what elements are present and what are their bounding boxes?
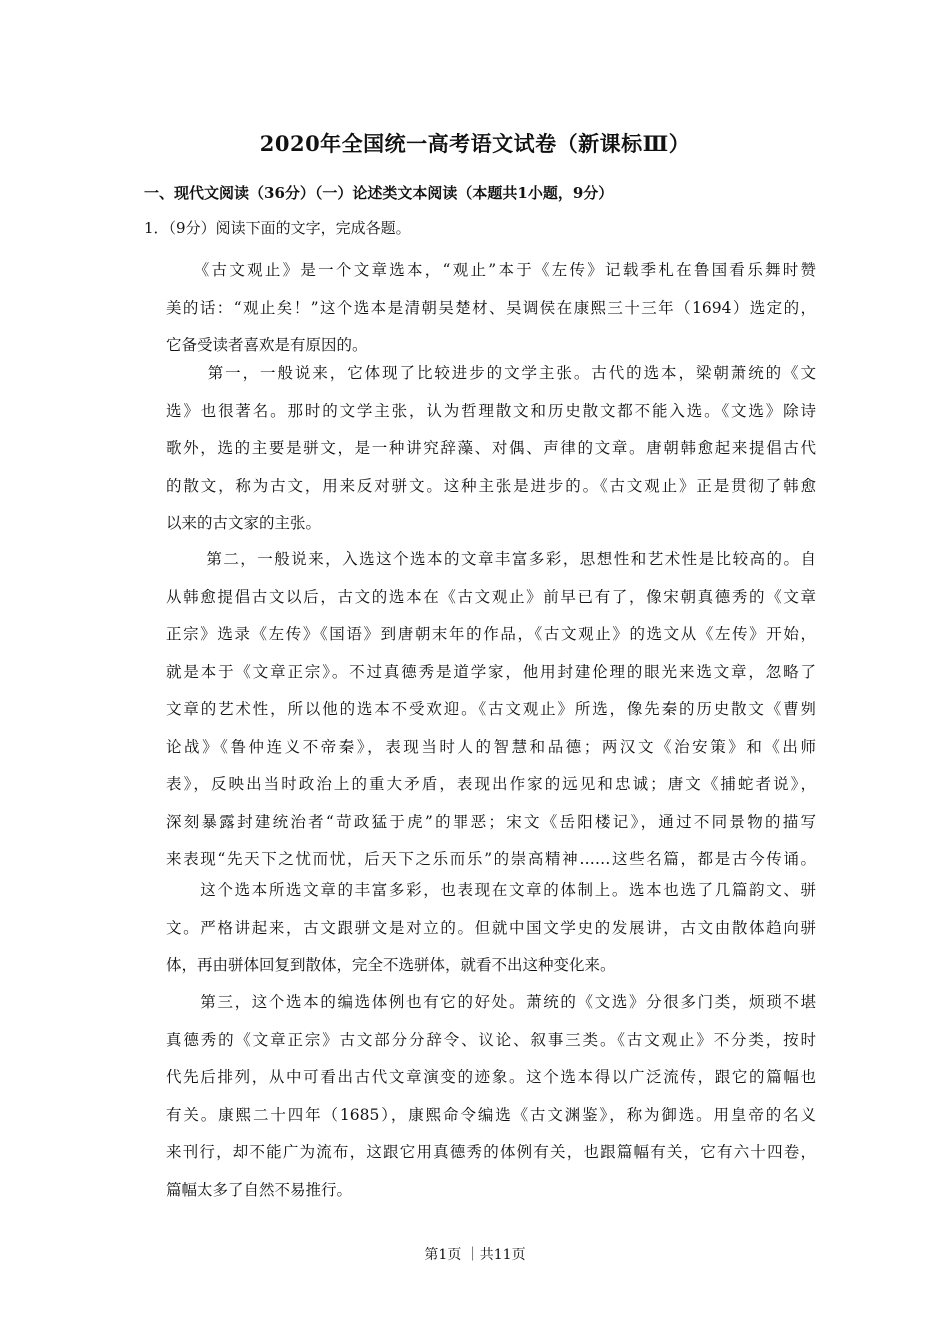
exam-title: 2020年全国统一高考语文试卷（新课标Ⅲ） — [259, 131, 691, 156]
paragraph-line: 歌外，选的主要是骈文，是一种讲究辞藻、对偶、声律的文章。唐朝韩愈起来提倡古代 — [166, 439, 816, 457]
paragraph-line: 来刊行，却不能广为流布，这跟它用真德秀的体例有关，也跟篇幅有关，它有六十四卷， — [166, 1143, 816, 1161]
page-footer: 第1页 ｜共11页 — [424, 1247, 526, 1263]
paragraph-line: 来表现“先天下之忧而忧，后天下之乐而乐”的崇高精神……这些名篇，都是古今传诵。 — [166, 850, 816, 868]
paragraph-line: 美的话：“观止矣！”这个选本是清朝吴楚材、吴调侯在康熙三十三年（1694）选定的， — [166, 298, 816, 317]
paragraph-line: 代先后排列，从中可看出古代文章演变的迹象。这个选本得以广泛流传，跟它的篇幅也 — [166, 1068, 816, 1086]
paragraph-line: 文。严格讲起来，古文跟骈文是对立的。但就中国文学史的发展讲，古文由散体趋向骈 — [166, 918, 816, 937]
paragraph-4 — [166, 872, 816, 985]
paragraph-line: 文章的艺术性，所以他的选本不受欢迎。《古文观止》所选，像先秦的历史散文《曹刿 — [166, 700, 816, 718]
paragraph-line: 《古文观止》是一个文章选本，“观止”本于《左传》记载季札在鲁国看乐舞时赞 — [166, 261, 816, 279]
paragraph-line: 深刻暴露封建统治者“苛政猛于虎”的罪恶；宋文《岳阳楼记》，通过不同景物的描写 — [166, 812, 816, 831]
paragraph-line: 体，再由骈体回复到散体，完全不选骈体，就看不出这种变化来。 — [166, 956, 616, 974]
paragraph-line: 真德秀的《文章正宗》古文部分分辞令、议论、叙事三类。《古文观止》不分类，按时 — [166, 1030, 816, 1049]
paragraph-line: 这个选本所选文章的丰富多彩，也表现在文章的体制上。选本也选了几篇韵文、骈 — [166, 881, 816, 899]
paragraph-line: 第二，一般说来，入选这个选本的文章丰富多彩，思想性和艺术性是比较高的。自 — [166, 550, 816, 568]
paragraph-line: 第三，这个选本的编选体例也有它的好处。萧统的《文选》分很多门类，烦琐不堪 — [166, 993, 816, 1011]
paragraph-line: 它备受读者喜欢是有原因的。 — [166, 336, 368, 354]
paragraph-3 — [166, 541, 816, 879]
paragraph-line: 就是本于《文章正宗》。不过真德秀是道学家，他用封建伦理的眼光来选文章，忽略了 — [166, 662, 816, 681]
paragraph-2 — [166, 355, 816, 543]
paragraph-5 — [166, 984, 816, 1209]
paragraph-line: 正宗》选录《左传》《国语》到唐朝末年的作品，《古文观止》的选文从《左传》开始， — [166, 625, 816, 643]
paragraph-line: 选》也很著名。那时的文学主张，认为哲理散文和历史散文都不能入选。《文选》除诗 — [166, 401, 816, 420]
paragraph-line: 的散文，称为古文，用来反对骈文。这种主张是进步的。《古文观止》正是贯彻了韩愈 — [166, 476, 816, 495]
question-intro: 1．（9分）阅读下面的文字，完成各题。 — [144, 219, 411, 237]
paragraph-line: 篇幅太多了自然不易推行。 — [166, 1180, 353, 1199]
paragraph-line: 表》，反映出当时政治上的重大矛盾，表现出作家的远见和忠诚；唐文《捕蛇者说》， — [166, 775, 816, 793]
paragraph-line: 论战》《鲁仲连义不帝秦》，表现当时人的智慧和品德；两汉文《治安策》和《出师 — [166, 737, 816, 756]
paragraph-line: 从韩愈提倡古文以后，古文的选本在《古文观止》前早已有了，像宋朝真德秀的《文章 — [166, 587, 816, 606]
paragraph-line: 有关。康熙二十四年（1685），康熙命令编选《古文渊鉴》，称为御选。用皇帝的名义 — [166, 1105, 816, 1124]
paragraph-line: 以来的古文家的主张。 — [166, 514, 322, 532]
paragraph-1 — [166, 252, 816, 365]
paragraph-line: 第一，一般说来，它体现了比较进步的文学主张。古代的选本，梁朝萧统的《文 — [166, 364, 816, 382]
section-heading: 一、现代文阅读（36分）（一）论述类文本阅读（本题共1小题，9分） — [144, 184, 614, 202]
